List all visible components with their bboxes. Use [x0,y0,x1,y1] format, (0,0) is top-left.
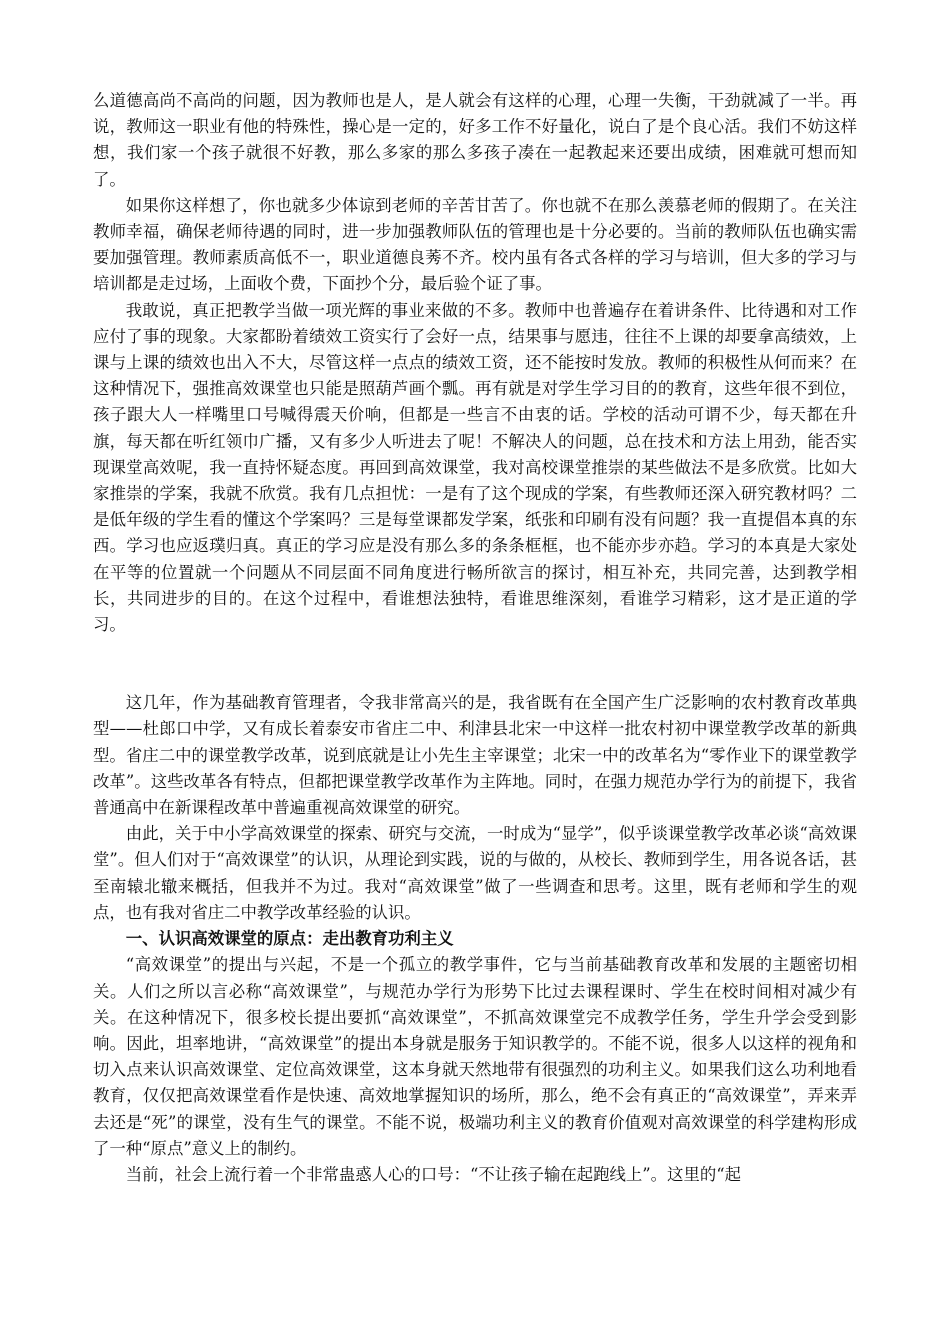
paragraph: “高效课堂”的提出与兴起，不是一个孤立的教学事件，它与当前基础教育改革和发展的主题密切相关。人们之所以言必称“高效课堂”，与规范办学行为形势下比过去课程课时、学生在校时间相对减少有关。在这种情况下，很多校长提出要抓“高效课堂”，不抓高效课堂完不成教学任务，学生升学会受到影响。因此，坦率地讲，“高效课堂”的提出本身就是服务于知识教学的。不能不说，很多人以这样的视角和切入点来认识高效课堂、定位高效课堂，这本身就天然地带有很强烈的功利主义。如果我们这么功利地看教育，仅仅把高效课堂看作是快速、高效地掌握知识的场所，那么，绝不会有真正的“高效课堂”，弄来弄去还是“死”的课堂，没有生气的课堂。不能不说，极端功利主义的教育价值观对高效课堂的科学建构形成了一种“原点”意义上的制约。 [93,955,857,1158]
section-heading: 一、认识高效课堂的原点：走出教育功利主义 [125,929,454,949]
paragraph: 这几年，作为基础教育管理者，令我非常高兴的是，我省既有在全国产生广泛影响的农村教育改革典型——杜郎口中学，又有成长着泰安市省庄二中、利津县北宋一中这样一批农村初中课堂教学改革的新典型。省庄二中的课堂教学改革，说到底就是让小先生主宰课堂；北宋一中的改革名为“零作业下的课堂教学改革”。这些改革各有特点，但都把课堂教学改革作为主阵地。同时，在强力规范办学行为的前提下，我省普通高中在新课程改革中普遍重视高效课堂的研究。 [93,693,857,818]
paragraph: 我敢说，真正把教学当做一项光辉的事业来做的不多。教师中也普遍存在着讲条件、比待遇和对工作应付了事的现象。大家都盼着绩效工资实行了会好一点，结果事与愿违，往往不上课的却要拿高绩效，上课与上课的绩效也出入不大，尽管这样一点点的绩效工资，还不能按时发放。教师的积极性从何而来？在这种情况下，强推高效课堂也只能是照葫芦画个瓢。再有就是对学生学习目的的教育，这些年很不到位，孩子跟大人一样嘴里口号喊得震天价响，但都是一些言不由衷的话。学校的活动可谓不少，每天都在升旗，每天都在听红领巾广播，又有多少人听进去了呢！不解决人的问题，总在技术和方法上用劲，能否实现课堂高效呢，我一直持怀疑态度。再回到高效课堂，我对高校课堂推崇的某些做法不是多欣赏。比如大家推崇的学案，我就不欣赏。我有几点担忧：一是有了这个现成的学案，有些教师还深入研究教材吗？二是低年级的学生看的懂这个学案吗？三是每堂课都发学案，纸张和印刷有没有问题？我一直提倡本真的东西。学习也应返璞归真。真正的学习应是没有那么多的条条框框，也不能亦步亦趋。学习的本真是大家处在平等的位置就一个问题从不同层面不同角度进行畅所欲言的探讨，相互补充，共同完善，达到教学相长，共同进步的目的。在这个过程中，看谁想法独特，看谁思维深刻，看谁学习精彩，这才是正道的学习。 [93,300,857,635]
paragraph: 当前，社会上流行着一个非常蛊惑人心的口号：“不让孩子输在起跑线上”。这里的“起 [125,1164,741,1184]
document-page [93,88,857,1188]
paragraph: 如果你这样想了，你也就多少体谅到老师的辛苦甘苦了。你也就不在那么羡慕老师的假期了。在关注教师幸福，确保老师待遇的同时，进一步加强教师队伍的管理也是十分必要的。当前的教师队伍也确实需要加强管理。教师素质高低不一，职业道德良莠不齐。校内虽有各式各样的学习与培训，但大多的学习与培训都是走过场，上面收个费，下面抄个分，最后验个证了事。 [93,195,857,294]
section-gap [93,638,857,690]
paragraph-continued: 么道德高尚不高尚的问题，因为教师也是人，是人就会有这样的心理，心理一失衡，干劲就减了一半。再说，教师这一职业有他的特殊性，操心是一定的，好多工作不好量化，说白了是个良心活。我们不妨这样想，我们家一个孩子就很不好教，那么多家的那么多孩子凑在一起教起来还要出成绩，困难就可想而知了。 [93,91,857,189]
paragraph: 由此，关于中小学高效课堂的探索、研究与交流，一时成为“显学”，似乎谈课堂教学改革必谈“高效课堂”。但人们对于“高效课堂”的认识，从理论到实践，说的与做的，从校长、教师到学生，用各说各话，甚至南辕北辙来概括，但我并不为过。我对“高效课堂”做了一些调查和思考。这里，既有老师和学生的观点，也有我对省庄二中教学改革经验的认识。 [93,824,857,922]
